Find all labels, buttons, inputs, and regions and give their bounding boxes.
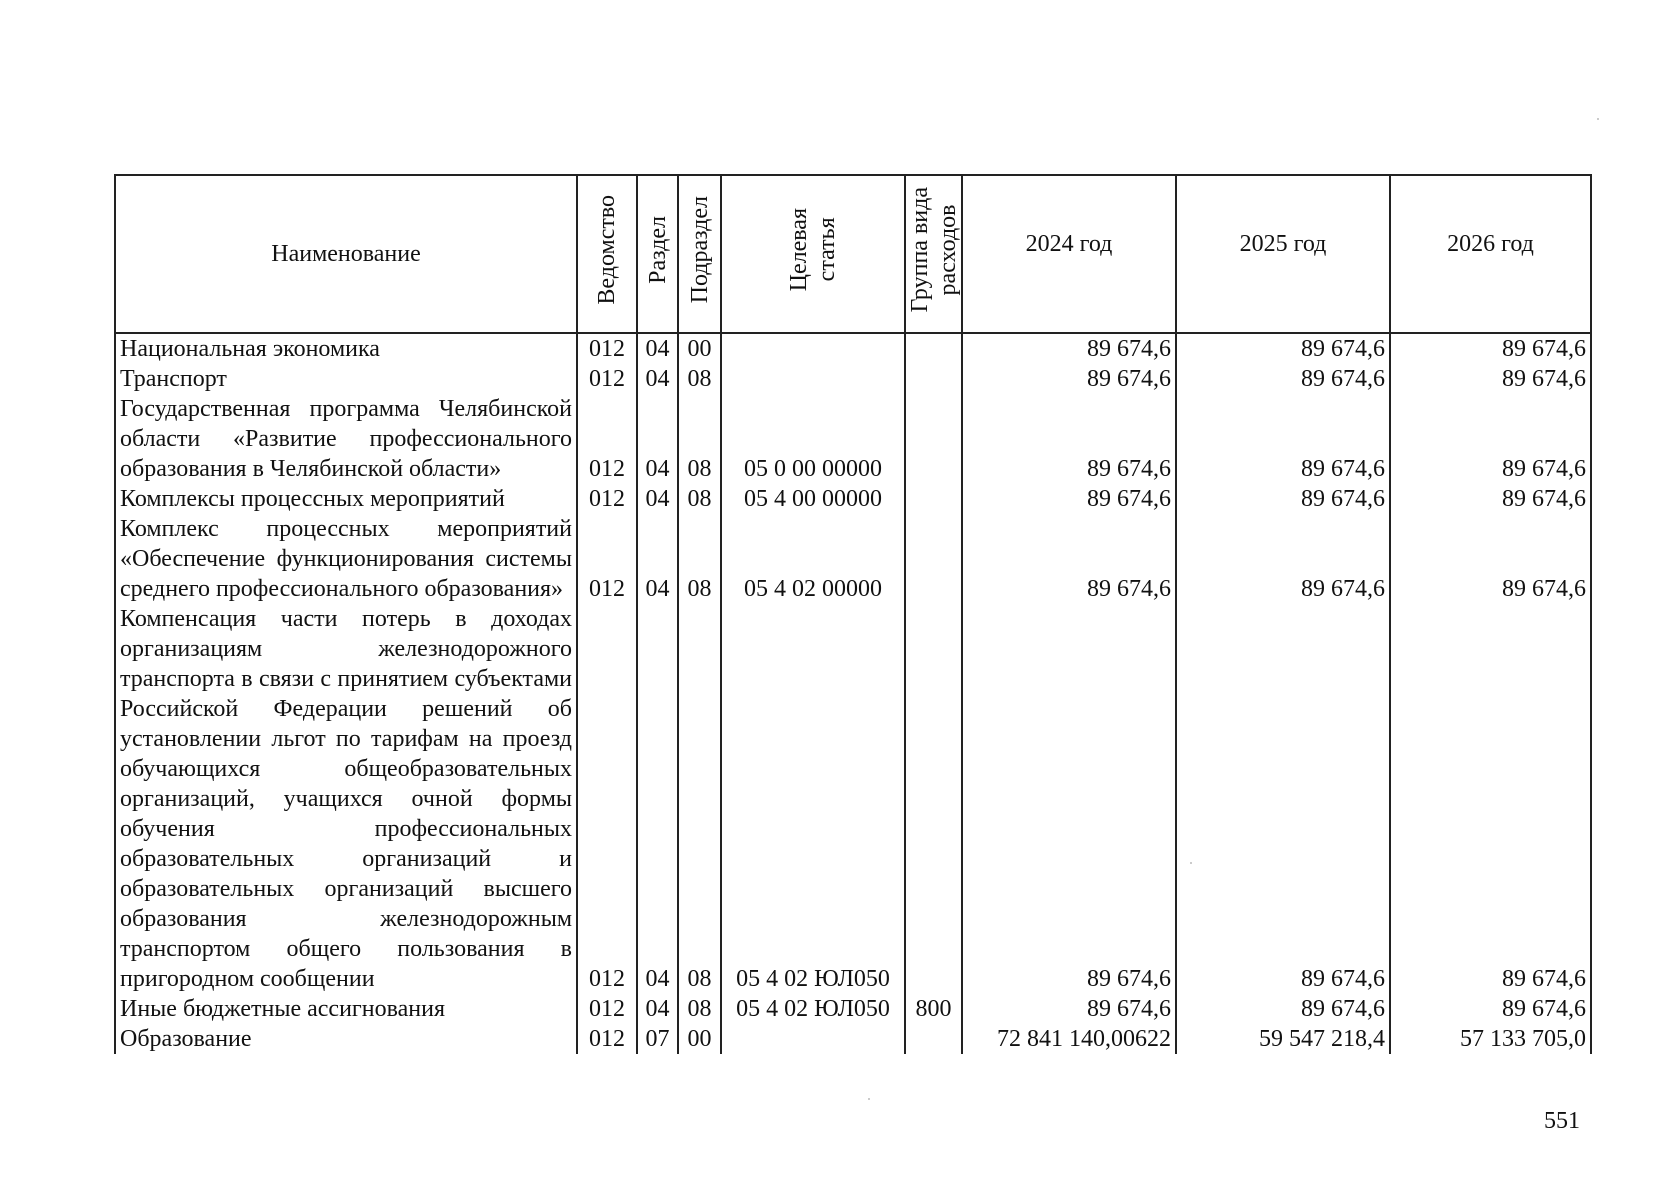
row-2025: 89 674,6 [1176, 333, 1390, 364]
row-section: 04 [637, 514, 678, 604]
header-subsection: Подраздел [678, 175, 721, 333]
row-section: 04 [637, 604, 678, 994]
table-row [115, 364, 1591, 394]
row-2024: 89 674,6 [962, 604, 1176, 994]
row-target-item: 05 4 02 00000 [721, 514, 905, 604]
scan-speck [868, 1098, 870, 1100]
row-subsection: 00 [678, 333, 721, 364]
row-subsection: 08 [678, 514, 721, 604]
row-2026: 89 674,6 [1390, 604, 1591, 994]
row-target-item: 05 4 00 00000 [721, 484, 905, 514]
row-2026: 89 674,6 [1390, 364, 1591, 394]
row-subsection: 08 [678, 604, 721, 994]
row-target-item [721, 1024, 905, 1054]
row-section: 04 [637, 364, 678, 394]
table-row [115, 484, 1591, 514]
row-2026: 89 674,6 [1390, 484, 1591, 514]
row-department: 012 [577, 333, 637, 364]
table-row [115, 333, 1591, 364]
row-subsection: 08 [678, 394, 721, 484]
budget-table [114, 174, 1592, 1054]
row-subsection: 00 [678, 1024, 721, 1054]
table-body [115, 333, 1591, 1054]
header-section: Раздел [637, 175, 678, 333]
row-section: 04 [637, 994, 678, 1024]
header-name: Наименование [115, 175, 577, 333]
table-row [115, 994, 1591, 1024]
row-expense-group [905, 364, 962, 394]
row-2025: 89 674,6 [1176, 484, 1390, 514]
row-2024: 89 674,6 [962, 333, 1176, 364]
header-2026: 2026 год [1390, 175, 1591, 333]
row-2024: 72 841 140,00622 [962, 1024, 1176, 1054]
row-department: 012 [577, 484, 637, 514]
row-2025: 89 674,6 [1176, 994, 1390, 1024]
table-header [115, 175, 1591, 333]
scan-speck [1190, 862, 1192, 864]
row-2026: 89 674,6 [1390, 994, 1591, 1024]
row-department: 012 [577, 514, 637, 604]
row-2025: 89 674,6 [1176, 514, 1390, 604]
row-name: Компенсация части потерь в доходах организациям железнодорожного транспорта в связи с принятием субъектами Российской Федерации решений об установлении льгот по тарифам на проезд обучающихся общеобразовательных организаций, учащихся очной формы обучения профессиональных образовательных организаций и образовательных организаций высшего образования железнодорожным транспортом общего пользования в пригородном сообщении [115, 604, 577, 994]
row-2025: 59 547 218,4 [1176, 1024, 1390, 1054]
row-section: 04 [637, 333, 678, 364]
row-target-item [721, 333, 905, 364]
row-2026: 89 674,6 [1390, 514, 1591, 604]
row-section: 07 [637, 1024, 678, 1054]
row-2025: 89 674,6 [1176, 394, 1390, 484]
row-name: Образование [115, 1024, 577, 1054]
row-2024: 89 674,6 [962, 514, 1176, 604]
row-2026: 57 133 705,0 [1390, 1024, 1591, 1054]
header-expense-group: Группа вида расходов [905, 175, 962, 333]
row-name: Национальная экономика [115, 333, 577, 364]
row-2024: 89 674,6 [962, 364, 1176, 394]
row-2024: 89 674,6 [962, 394, 1176, 484]
row-target-item: 05 4 02 ЮЛ050 [721, 604, 905, 994]
row-2024: 89 674,6 [962, 484, 1176, 514]
row-department: 012 [577, 1024, 637, 1054]
row-name: Государственная программа Челябинской области «Развитие профессионального образования в Челябинской области» [115, 394, 577, 484]
row-subsection: 08 [678, 364, 721, 394]
row-section: 04 [637, 484, 678, 514]
row-2025: 89 674,6 [1176, 604, 1390, 994]
header-2024: 2024 год [962, 175, 1176, 333]
row-2024: 89 674,6 [962, 994, 1176, 1024]
row-expense-group [905, 484, 962, 514]
table-row [115, 604, 1591, 994]
row-department: 012 [577, 604, 637, 994]
row-expense-group [905, 604, 962, 994]
row-expense-group [905, 333, 962, 364]
row-department: 012 [577, 364, 637, 394]
row-2025: 89 674,6 [1176, 364, 1390, 394]
page-number: 551 [1544, 1108, 1580, 1134]
row-subsection: 08 [678, 994, 721, 1024]
table-row [115, 394, 1591, 484]
row-subsection: 08 [678, 484, 721, 514]
row-target-item: 05 0 00 00000 [721, 394, 905, 484]
row-2026: 89 674,6 [1390, 333, 1591, 364]
row-name: Транспорт [115, 364, 577, 394]
row-name: Иные бюджетные ассигнования [115, 994, 577, 1024]
table-row [115, 514, 1591, 604]
row-name: Комплексы процессных мероприятий [115, 484, 577, 514]
scan-speck [1597, 118, 1599, 120]
table-row [115, 1024, 1591, 1054]
row-section: 04 [637, 394, 678, 484]
header-target-item: Целевая статья [721, 175, 905, 333]
row-name: Комплекс процессных мероприятий «Обеспечение функционирования системы среднего профессионального образования» [115, 514, 577, 604]
row-2026: 89 674,6 [1390, 394, 1591, 484]
row-expense-group [905, 1024, 962, 1054]
row-target-item [721, 364, 905, 394]
row-expense-group: 800 [905, 994, 962, 1024]
row-expense-group [905, 394, 962, 484]
row-expense-group [905, 514, 962, 604]
row-department: 012 [577, 994, 637, 1024]
header-department: Ведомство [577, 175, 637, 333]
row-department: 012 [577, 394, 637, 484]
row-target-item: 05 4 02 ЮЛ050 [721, 994, 905, 1024]
header-2025: 2025 год [1176, 175, 1390, 333]
